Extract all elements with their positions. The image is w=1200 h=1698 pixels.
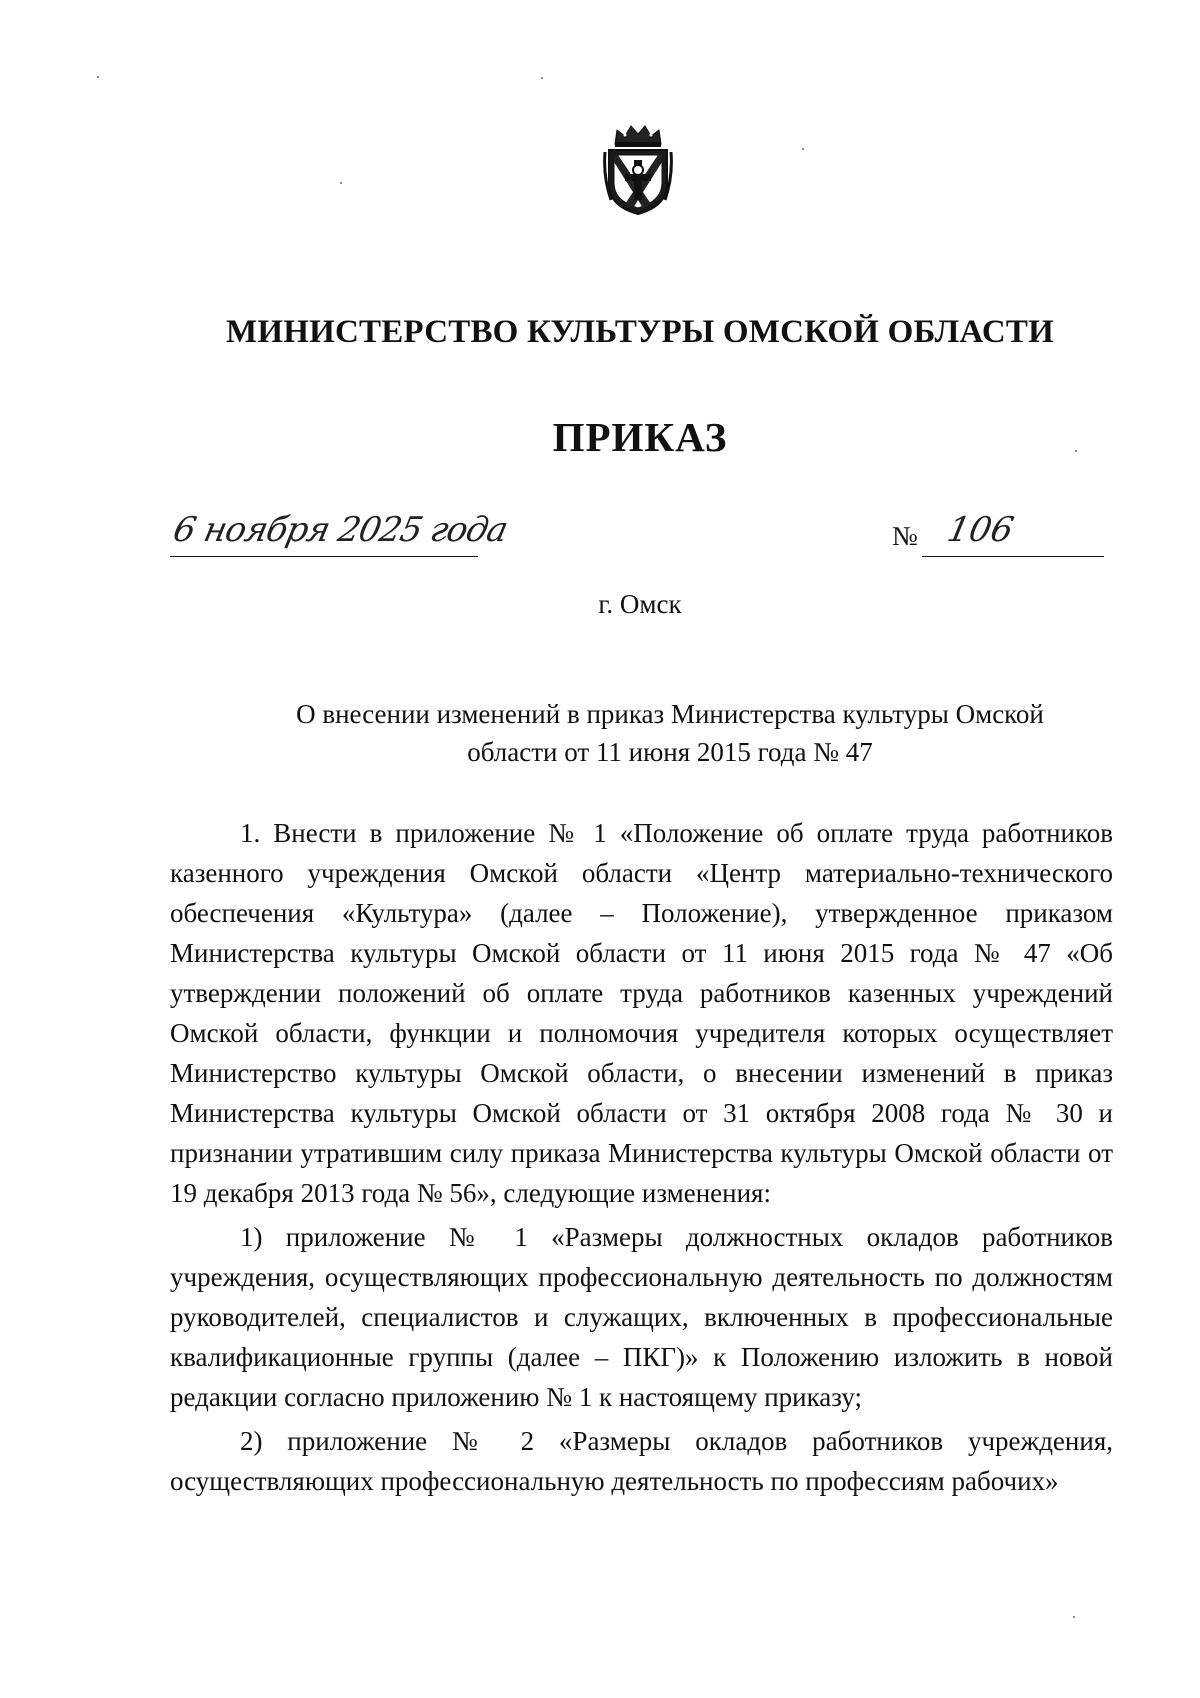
scan-speck	[1073, 1616, 1075, 1618]
scan-speck	[97, 76, 99, 78]
number-underline	[922, 556, 1104, 557]
handwritten-date: 6 ноября 2025 года	[169, 510, 511, 550]
document-type-title: ПРИКАЗ	[552, 414, 728, 460]
body-paragraph: 1) приложение № 1 «Размеры должностных окладов работников учреждения, осуществляющих профессиональную деятельность по должностям руководителей, специалистов и служащих, включенных в профессиональные квалификационные группы (далее – ПКГ)» к Положению изложить в новой редакции согласно приложению № 1 к настоящему приказу;	[170, 1222, 1113, 1412]
body-paragraph: 2) приложение № 2 «Размеры окладов работников учреждения, осуществляющих профессиональную деятельность по профессиям рабочих»	[170, 1426, 1113, 1496]
order-subject	[270, 695, 1070, 771]
scan-speck	[541, 77, 543, 79]
handwritten-number: 106	[943, 510, 1018, 550]
scan-speck	[340, 182, 342, 184]
order-body	[170, 813, 1113, 1501]
subject-line: области от 11 июня 2015 года № 47	[467, 737, 873, 767]
city-label: г. Омск	[598, 589, 682, 619]
omsk-region-coat-of-arms-icon	[603, 122, 673, 216]
body-paragraph: 1. Внести в приложение № 1 «Положение об оплате труда работников казенного учреждения Омской области «Центр материально-технического обеспечения «Культура» (далее – Положение), утвержденное приказом Министерства культуры Омской области от 11 июня 2015 года № 47 «Об утверждении положений об оплате труда работников казенных учреждений Омской области, функции и полномочия учредителя которых осуществляет Министерство культуры Омской области, о внесении изменений в приказ Министерства культуры Омской области от 31 октября 2008 года № 30 и признании утратившим силу приказа Министерства культуры Омской области от 19 декабря 2013 года № 56», следующие изменения:	[170, 818, 1113, 1208]
date-underline	[170, 556, 478, 557]
subject-line: О внесении изменений в приказ Министерства культуры Омской	[296, 699, 1044, 729]
number-sign: №	[892, 521, 918, 551]
ministry-name: МИНИСТЕРСТВО КУЛЬТУРЫ ОМСКОЙ ОБЛАСТИ	[226, 314, 1054, 350]
scan-speck	[802, 148, 804, 150]
